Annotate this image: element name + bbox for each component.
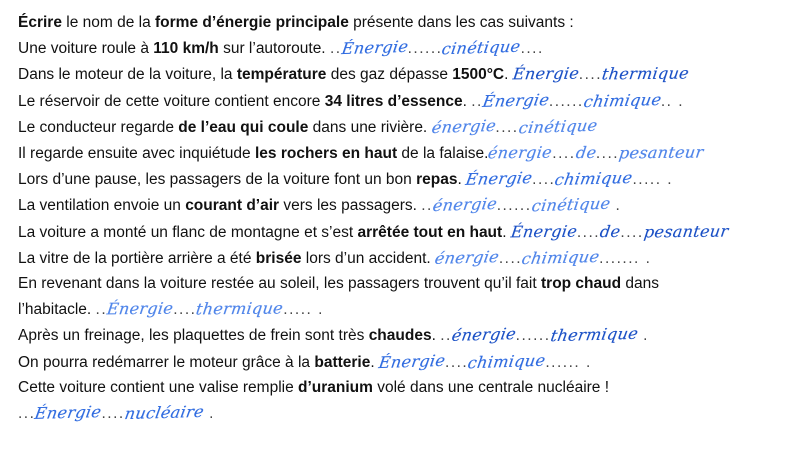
- question-text: La voiture a monté un flanc de montagne et s’est: [18, 223, 358, 241]
- handwritten-answer: [435, 245, 599, 271]
- question-line-continuation: [18, 296, 788, 322]
- question-keyword: trop chaud: [541, 275, 622, 293]
- question-text: On pourra redémarrer le moteur grâce à la: [18, 353, 315, 371]
- question-text-tail: vers les passagers.: [279, 197, 422, 215]
- question-keyword: les rochers en haut: [254, 145, 398, 163]
- question-line: [18, 166, 788, 192]
- handwritten-answer: [107, 296, 283, 322]
- answer-trailing-dots: .. .: [660, 92, 685, 110]
- answer-word-1: énergie: [431, 194, 499, 216]
- answer-word-1: énergie: [450, 324, 518, 346]
- instruction-bold: forme d’énergie principale: [155, 14, 349, 31]
- question-line: [18, 114, 788, 140]
- question-line: [18, 192, 788, 218]
- answer-dotted-line: ..: [95, 301, 108, 319]
- question-text: Le réservoir de cette voiture contient encore: [18, 92, 325, 110]
- answer-trailing-dots: ..... .: [632, 171, 674, 189]
- answer-word-2: chimique: [581, 89, 663, 111]
- question-keyword: brisée: [255, 249, 302, 267]
- answer-word-1: énergie: [430, 115, 497, 137]
- answer-dotted-line: ..: [471, 92, 483, 110]
- handwritten-answer: [511, 219, 728, 245]
- handwritten-answer: [342, 35, 521, 61]
- question-text: La vitre de la portière arrière a été: [18, 249, 256, 267]
- answer-word-2: chimique: [520, 246, 601, 268]
- answer-dotted-line: ..: [421, 197, 433, 215]
- answer-trailing-dots: .: [203, 405, 215, 423]
- answer-inner-dots: ......: [496, 197, 532, 215]
- handwritten-answer: [488, 140, 703, 166]
- question-text: Lors d’une pause, les passagers de la voiture font un bon: [18, 171, 417, 189]
- answer-word-1: Énergie: [340, 37, 410, 59]
- question-line: [18, 375, 788, 400]
- question-keyword: de l’eau qui coule: [178, 118, 309, 136]
- answer-trailing-dots: ...... .: [545, 353, 592, 371]
- handwritten-answer: [432, 114, 597, 140]
- answer-word-1: Énergie: [105, 298, 175, 319]
- question-text: Après un freinage, les plaquettes de frein sont très: [18, 327, 369, 345]
- answer-word-2: chimique: [466, 350, 547, 372]
- question-text: Une voiture roule à: [18, 40, 154, 58]
- question-text-tail: .: [457, 171, 467, 189]
- answer-word-2: cinétique: [440, 36, 523, 59]
- answer-inner-dots-2: ....: [595, 145, 620, 163]
- answer-word-1: Énergie: [509, 221, 579, 241]
- question-text-mid: des gaz dépasse: [326, 66, 453, 84]
- question-line: [18, 271, 788, 296]
- answer-dotted-line: ..: [329, 40, 342, 58]
- answer-inner-dots: ......: [407, 40, 443, 58]
- question-text-tail: dans: [621, 275, 660, 293]
- answer-inner-dots: ....: [498, 249, 523, 267]
- question-text-tail: de la falaise.: [397, 145, 489, 163]
- answer-inner-dots-2: ....: [620, 223, 644, 241]
- question-line: [18, 35, 788, 61]
- handwritten-answer: [464, 166, 635, 192]
- question-line: [18, 245, 788, 271]
- answer-word-1: Énergie: [33, 402, 104, 423]
- answer-trailing-dots: .: [637, 327, 649, 345]
- answer-word-1: Énergie: [481, 89, 551, 111]
- handwritten-answer: [379, 349, 545, 375]
- question-keyword: chaudes: [368, 327, 432, 345]
- question-text: Il regarde ensuite avec inquiétude: [18, 145, 255, 163]
- answer-word-2: cinétique: [529, 194, 612, 216]
- answer-inner-dots: ....: [576, 223, 601, 241]
- answer-word-3: pesanteur: [642, 221, 730, 242]
- answer-word-2: thermique: [600, 63, 691, 84]
- answer-trailing-dots: ....... .: [599, 249, 652, 267]
- question-text: Le conducteur regarde: [18, 118, 179, 136]
- question-keyword: courant d’air: [185, 197, 280, 215]
- question-line: [18, 322, 788, 348]
- answer-word-1: énergie: [487, 142, 554, 163]
- question-line: [18, 61, 788, 87]
- answer-word-1: Énergie: [464, 168, 534, 190]
- answer-dotted-line: ...: [18, 405, 36, 423]
- answer-trailing-dots: .: [609, 197, 622, 215]
- question-keyword-2: 1500°C: [452, 66, 505, 84]
- question-text: Cette voiture contient une valise remplie: [18, 378, 299, 396]
- question-text-tail: .: [370, 353, 379, 371]
- question-keyword: 34 litres d’essence: [324, 92, 463, 110]
- question-text-tail: lors d’un accident.: [301, 249, 436, 267]
- question-line: [18, 219, 788, 245]
- answer-inner-dots: ......: [548, 92, 584, 110]
- question-keyword: arrêtée tout en haut: [357, 223, 503, 241]
- answer-trailing-dots: ....: [520, 40, 544, 58]
- answer-word-2: thermique: [195, 298, 285, 319]
- question-line-continuation: [18, 400, 788, 426]
- question-keyword: 110 km/h: [153, 40, 219, 58]
- question-text: En revenant dans la voiture restée au soleil, les passagers trouvent qu’il fait: [18, 275, 541, 293]
- handwritten-answer: [513, 61, 689, 87]
- answer-word-2: de: [598, 221, 622, 241]
- question-line: [18, 140, 788, 166]
- answer-inner-dots: ....: [173, 301, 197, 319]
- question-keyword: d’uranium: [298, 378, 373, 396]
- answer-inner-dots: ....: [445, 353, 469, 371]
- answer-dotted-line: ..: [440, 327, 452, 345]
- answer-word-2: de: [574, 142, 598, 163]
- answer-word-2: cinétique: [517, 115, 599, 138]
- question-keyword: repas: [416, 171, 458, 189]
- handwritten-answer: [433, 192, 610, 218]
- answer-inner-dots: ....: [101, 405, 125, 423]
- question-line: [18, 349, 788, 375]
- question-text-tail: .: [504, 66, 513, 84]
- question-text: Dans le moteur de la voiture, la: [18, 66, 237, 84]
- question-text-tail: sur l’autoroute.: [218, 40, 330, 58]
- answer-inner-dots: ......: [515, 327, 551, 345]
- question-text-tail: .: [462, 92, 472, 110]
- question-text: l’habitacle.: [18, 301, 96, 319]
- instruction-text-2: présente dans les cas suivants :: [348, 14, 574, 31]
- question-line: [18, 88, 788, 114]
- instruction-verb: Écrire: [18, 14, 62, 31]
- handwritten-answer: [483, 88, 661, 114]
- answer-word-1: Énergie: [511, 64, 581, 84]
- question-text: La ventilation envoie un: [18, 197, 186, 215]
- answer-inner-dots: ....: [532, 171, 556, 189]
- answer-word-2: thermique: [548, 324, 640, 346]
- question-keyword: batterie: [314, 353, 371, 371]
- question-text-tail: dans une rivière.: [308, 118, 432, 136]
- answer-inner-dots: ....: [578, 66, 603, 84]
- answer-word-2: nucléaire: [122, 401, 206, 424]
- question-keyword: température: [236, 66, 327, 84]
- instruction-text-1: le nom de la: [61, 14, 156, 31]
- handwritten-answer: [452, 322, 638, 348]
- question-text-tail: volé dans une centrale nucléaire !: [372, 378, 610, 396]
- answer-word-1: Énergie: [377, 350, 447, 372]
- handwritten-answer: [33, 400, 206, 426]
- answer-inner-dots: ....: [495, 118, 519, 136]
- question-text-tail: .: [502, 223, 511, 241]
- answer-word-1: énergie: [433, 246, 501, 268]
- instruction-heading: [18, 10, 788, 35]
- answer-word-2: chimique: [553, 168, 635, 190]
- answer-word-3: pesanteur: [617, 142, 705, 163]
- answer-inner-dots: ....: [552, 145, 576, 163]
- question-text-tail: .: [431, 327, 441, 345]
- answer-trailing-dots: ..... .: [283, 301, 324, 319]
